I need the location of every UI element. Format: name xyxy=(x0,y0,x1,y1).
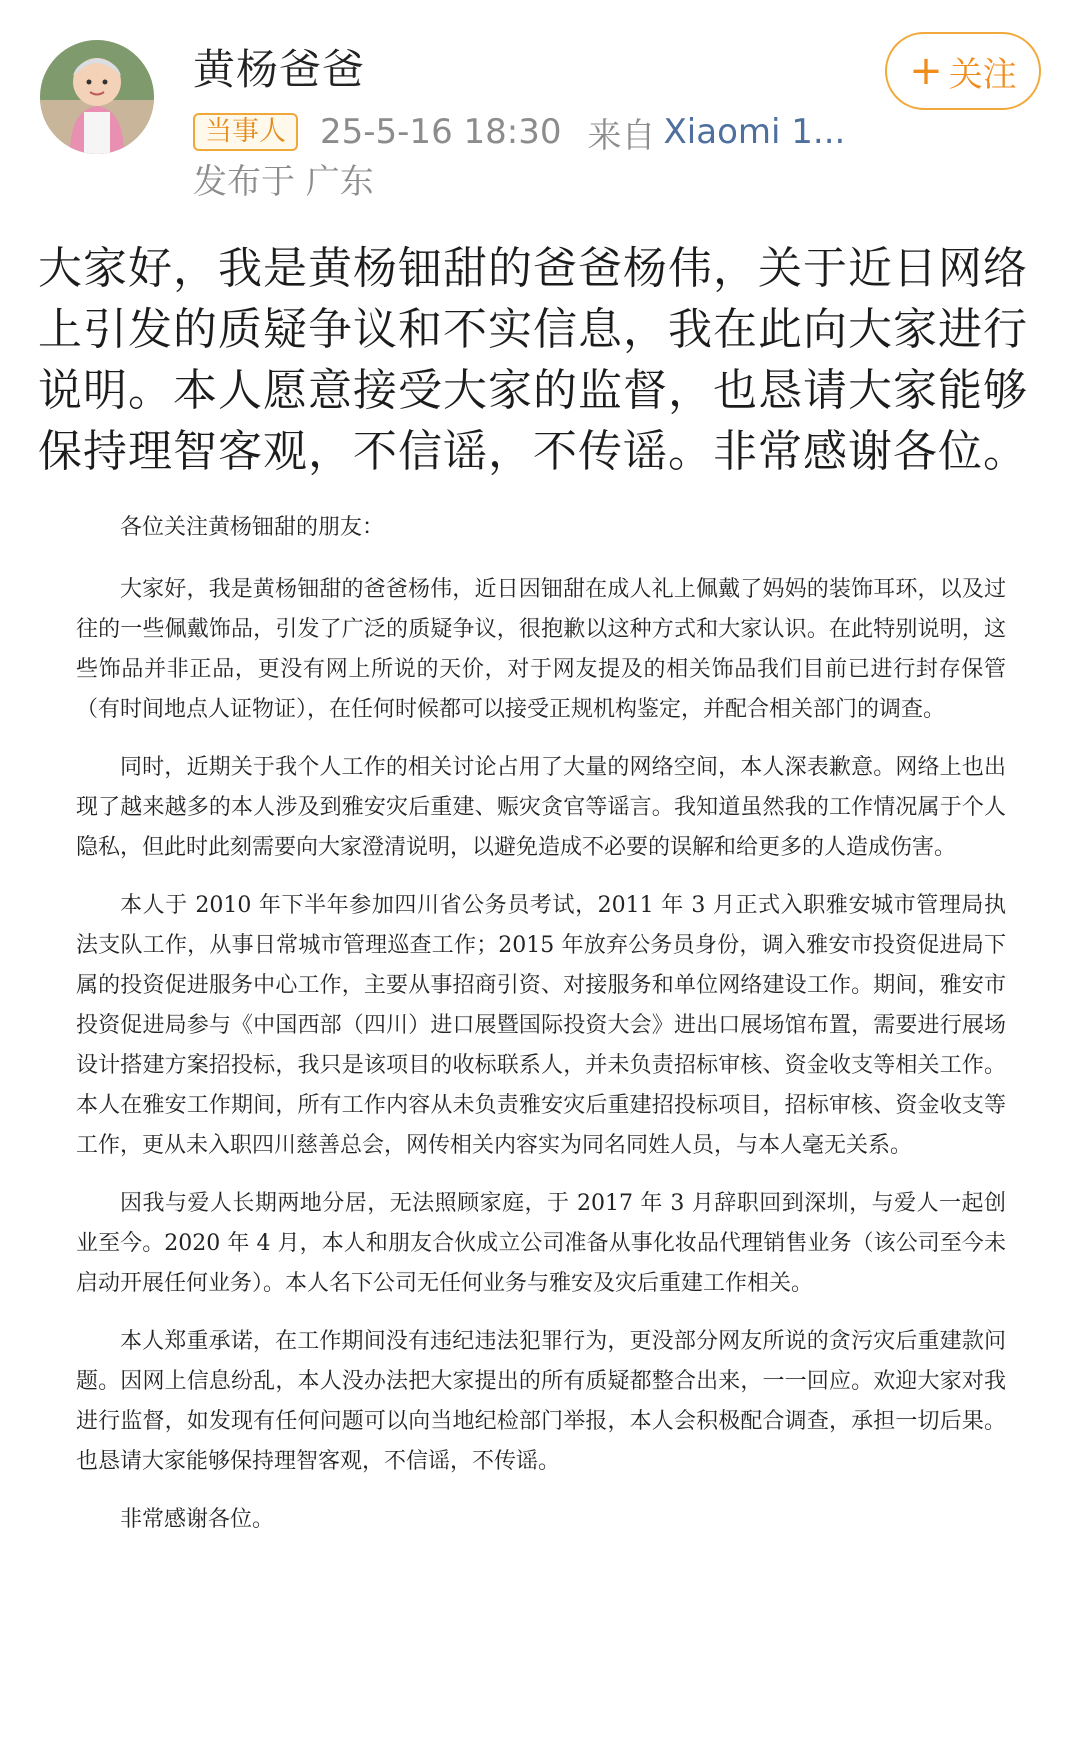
statement-paragraph: 同时，近期关于我个人工作的相关讨论占用了大量的网络空间，本人深表歉意。网络上也出现了越来越多的本人涉及到雅安灾后重建、赈灾贪官等谣言。我知道虽然我的工作情况属于个人隐私，但此时此刻需要向大家澄清说明，以避免造成不必要的误解和给更多的人造成伤害。 xyxy=(76,755,1006,860)
follow-button[interactable] xyxy=(885,32,1041,110)
post-text: 大家好，我是黄杨钿甜的爸爸杨伟，关于近日网络上引发的质疑争议和不实信息，我在此向大家进行说明。本人愿意接受大家的监督，也恳请大家能够保持理智客观，不信谣，不传谣。非常感谢各位。 xyxy=(38,243,1028,477)
author-avatar[interactable] xyxy=(40,40,154,154)
source-prefix: 来自 xyxy=(587,115,656,156)
statement-closing: 非常感谢各位。 xyxy=(120,1507,275,1532)
plus-icon: + xyxy=(909,48,943,94)
statement-paragraph: 本人郑重承诺，在工作期间没有违纪违法犯罪行为，更没部分网友所说的贪污灾后重建款问题。因网上信息纷乱，本人没办法把大家提出的所有质疑都整合出来，一一回应。欢迎大家对我进行监督，如发现有任何问题可以向当地纪检部门举报，本人会积极配合调查，承担一切后果。也恳请大家能够保持理智客观，不信谣，不传谣。 xyxy=(76,1329,1006,1474)
statement-paragraph: 大家好，我是黄杨钿甜的爸爸杨伟，近日因钿甜在成人礼上佩戴了妈妈的装饰耳环，以及过往的一些佩戴饰品，引发了广泛的质疑争议，很抱歉以这种方式和大家认识。在此特别说明，这些饰品并非正品，更没有网上所说的天价，对于网友提及的相关饰品我们目前已进行封存保管（有时间地点人证物证），在任何时候都可以接受正规机构鉴定，并配合相关部门的调查。 xyxy=(76,577,1006,722)
statement-body xyxy=(76,508,1006,1558)
post-time: 25-5-16 18:30 xyxy=(320,112,562,152)
child-photo-avatar-icon xyxy=(40,40,154,154)
source-device-link[interactable]: Xiaomi 1... xyxy=(663,112,846,152)
author-name[interactable]: 黄杨爸爸 xyxy=(193,45,366,94)
statement-image[interactable] xyxy=(0,488,1080,1739)
post-meta xyxy=(193,110,845,154)
follow-label: 关注 xyxy=(948,54,1017,95)
statement-paragraph: 因我与爱人长期两地分居，无法照顾家庭，于 2017 年 3 月辞职回到深圳，与爱人一起创业至今。2020 年 4 月，本人和朋友合伙成立公司准备从事化妆品代理销售业务（该公司至今未启动开展任何业务）。本人名下公司无任何业务与雅安及灾后重建工作相关。 xyxy=(76,1191,1006,1296)
statement-greeting: 各位关注黄杨钿甜的朋友： xyxy=(120,515,385,540)
post-header xyxy=(0,0,1080,215)
statement-paragraph: 本人于 2010 年下半年参加四川省公务员考试，2011 年 3 月正式入职雅安城市管理局执法支队工作，从事日常城市管理巡查工作；2015 年放弃公务员身份，调入雅安市投资促进局下属的投资促进服务中心工作，主要从事招商引资、对接服务和单位网络建设工作。期间，雅安市投资促进局参与《中国西部（四川）进口展暨国际投资大会》进出口展场馆布置，需要进行展场设计搭建方案招投标，我只是该项目的收标联系人，并未负责招标审核、资金收支等相关工作。本人在雅安工作期间，所有工作内容从未负责雅安灾后重建招投标项目，招标审核、资金收支等工作，更从未入职四川慈善总会，网传相关内容实为同名同姓人员，与本人毫无关系。 xyxy=(76,893,1006,1158)
post-location: 发布于 广东 xyxy=(193,162,374,202)
role-badge: 当事人 xyxy=(193,113,298,151)
